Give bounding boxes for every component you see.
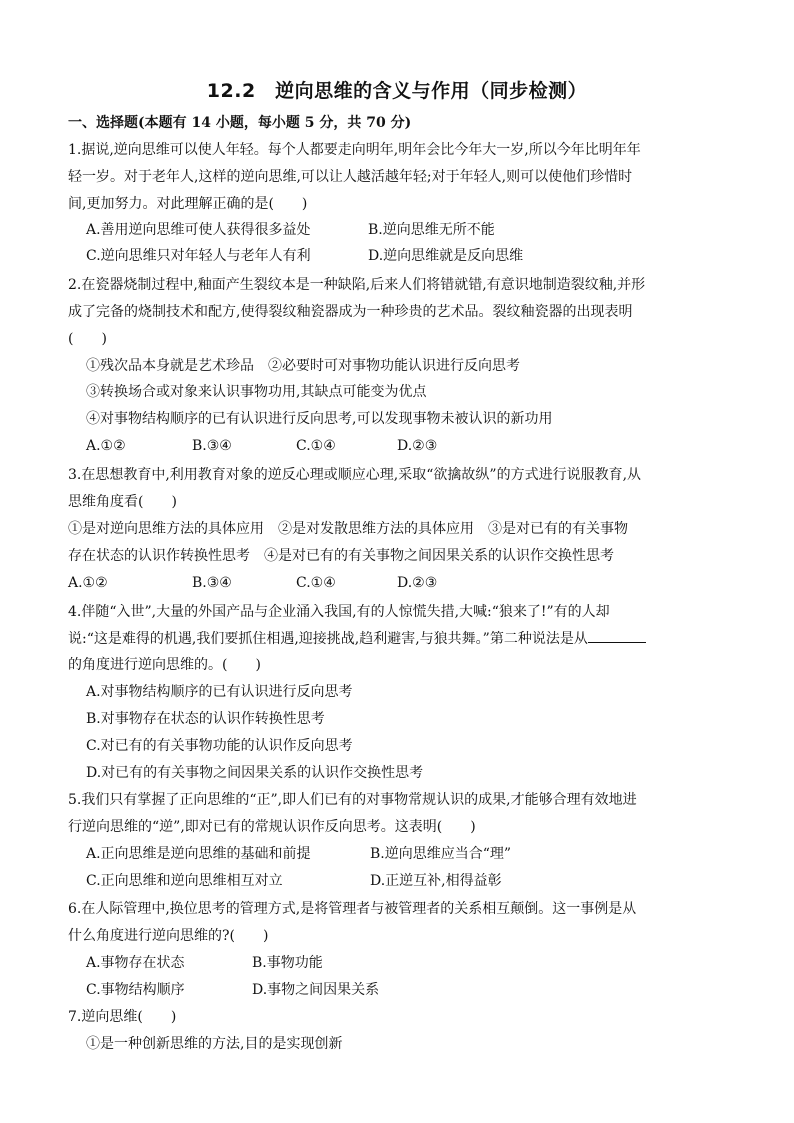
q7-stem-line-1: 7.逆向思维( )	[68, 1009, 177, 1025]
q3-option-a: A.①②	[68, 575, 108, 591]
q2-stem-line-2: 成了完备的烧制技术和配方,使得裂纹釉瓷器成为一种珍贵的艺术品。裂纹釉瓷器的出现表明	[68, 304, 633, 320]
q6-option-a: A.事物存在状态	[86, 955, 185, 971]
page-title: 12.2 逆向思维的含义与作用（同步检测）	[206, 80, 588, 102]
q1-option-c: C.逆向思维只对年轻人与老年人有利	[86, 248, 311, 264]
section-heading: 一、选择题(本题有 14 小题，每小题 5 分，共 70 分)	[68, 115, 412, 131]
q4-option-d: D.对已有的有关事物之间因果关系的认识作交换性思考	[86, 765, 424, 781]
q4-option-c: C.对已有的有关事物功能的认识作反向思考	[86, 738, 353, 754]
answer-blank	[588, 628, 646, 643]
q6-option-d: D.事物之间因果关系	[252, 982, 380, 998]
q2-stem-line-3: ( )	[68, 331, 107, 347]
q3-statements-line-2: 存在状态的认识作转换性思考 ④是对已有的有关事物之间因果关系的认识作交换性思考	[68, 548, 614, 564]
q5-option-d: D.正逆互补,相得益彰	[370, 873, 502, 889]
q3-stem-line-2: 思维角度看( )	[68, 494, 177, 510]
q4-stem-line-2	[68, 628, 646, 649]
q1-stem-line-1: 1.据说,逆向思维可以使人年轻。每个人都要走向明年,明年会比今年大一岁,所以今年比明年年	[68, 142, 641, 158]
q6-stem-line-1: 6.在人际管理中,换位思考的管理方式,是将管理者与被管理者的关系相互颠倒。这一事例是从	[68, 901, 637, 917]
q2-stem-line-1: 2.在瓷器烧制过程中,釉面产生裂纹本是一种缺陷,后来人们将错就错,有意识地制造裂纹釉,并形	[68, 277, 646, 293]
q1-stem-line-2: 轻一岁。对于老年人,这样的逆向思维,可以让人越活越年轻;对于年轻人,则可以使他们珍惜时	[68, 169, 633, 185]
q4-stem-line-3: 的角度进行逆向思维的。( )	[68, 657, 261, 673]
q2-statement-4: ④对事物结构顺序的已有认识进行反向思考,可以发现事物未被认识的新功用	[86, 411, 553, 427]
q3-option-b: B.③④	[192, 575, 232, 591]
q5-stem-line-1: 5.我们只有掌握了正向思维的“正”,即人们已有的对事物常规认识的成果,才能够合理有效地进	[68, 792, 637, 808]
q3-stem-line-1: 3.在思想教育中,利用教育对象的逆反心理或顺应心理,采取“欲擒故纵”的方式进行说服教育,从	[68, 467, 642, 483]
q4-option-a: A.对事物结构顺序的已有认识进行反向思考	[86, 684, 353, 700]
q5-option-c: C.正向思维和逆向思维相互对立	[86, 873, 283, 889]
q6-stem-line-2: 什么角度进行逆向思维的?( )	[68, 928, 269, 944]
q6-option-c: C.事物结构顺序	[86, 982, 185, 998]
q2-option-d: D.②③	[397, 438, 438, 454]
q1-option-a: A.善用逆向思维可使人获得很多益处	[86, 222, 311, 238]
q3-option-c: C.①④	[296, 575, 336, 591]
q3-option-d: D.②③	[397, 575, 438, 591]
q2-option-b: B.③④	[192, 438, 232, 454]
q5-option-b: B.逆向思维应当合“理”	[370, 846, 512, 862]
q4-stem-line-2-text: 说:“这是难得的机遇,我们要抓住相遇,迎接挑战,趋利避害,与狼共舞。”第二种说法是从	[68, 631, 588, 647]
q7-statement-1: ①是一种创新思维的方法,目的是实现创新	[86, 1036, 343, 1052]
q1-option-b: B.逆向思维无所不能	[368, 222, 495, 238]
q5-option-a: A.正向思维是逆向思维的基础和前提	[86, 846, 311, 862]
q5-stem-line-2: 行逆向思维的“逆”,即对已有的常规认识作反向思考。这表明( )	[68, 819, 476, 835]
q4-option-b: B.对事物存在状态的认识作转换性思考	[86, 711, 325, 727]
q2-statement-3: ③转换场合或对象来认识事物功用,其缺点可能变为优点	[86, 384, 427, 400]
q1-stem-line-3: 间,更加努力。对此理解正确的是( )	[68, 196, 308, 212]
q2-option-a: A.①②	[86, 438, 126, 454]
q3-statements-line-1: ①是对逆向思维方法的具体应用 ②是对发散思维方法的具体应用 ③是对已有的有关事物	[68, 521, 628, 537]
q4-stem-line-1: 4.伴随“入世”,大量的外国产品与企业涌入我国,有的人惊慌失措,大喊:“狼来了!”有的人却	[68, 604, 610, 620]
q2-statement-1-2: ①残次品本身就是艺术珍品 ②必要时可对事物功能认识进行反向思考	[86, 358, 520, 374]
q1-option-d: D.逆向思维就是反向思维	[368, 248, 524, 264]
q6-option-b: B.事物功能	[252, 955, 323, 971]
q2-option-c: C.①④	[296, 438, 336, 454]
